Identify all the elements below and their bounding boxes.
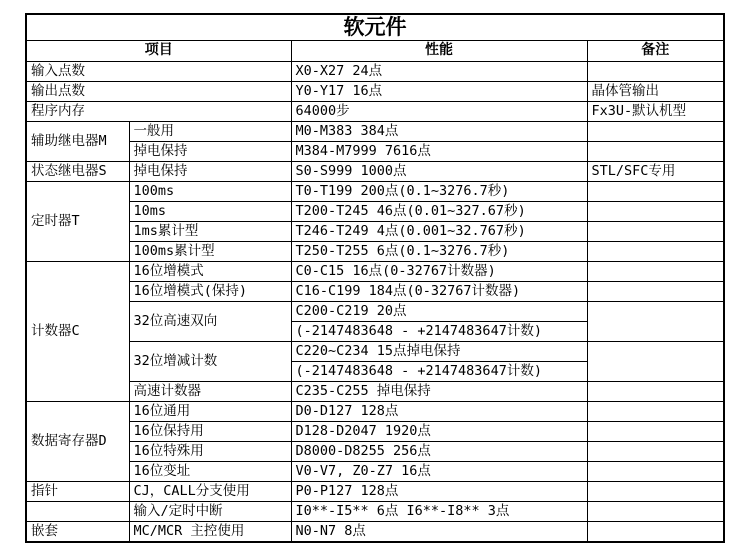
cell-subitem: MC/MCR 主控使用: [129, 522, 291, 543]
cell-remark: [587, 402, 724, 422]
cell-subitem: 一般用: [129, 122, 291, 142]
table-row: [26, 62, 724, 82]
cell-performance: N0-N7 8点: [291, 522, 587, 543]
table-row: [26, 302, 724, 322]
cell-item-group: 指针: [26, 482, 129, 502]
cell-subitem: 掉电保持: [129, 142, 291, 162]
cell-performance: D8000-D8255 256点: [291, 442, 587, 462]
cell-performance: T0-T199 200点(0.1~3276.7秒): [291, 182, 587, 202]
cell-item-group: 数据寄存器D: [26, 402, 129, 482]
table-row: [26, 522, 724, 543]
cell-remark: [587, 482, 724, 502]
cell-remark: [587, 62, 724, 82]
table-row: [26, 142, 724, 162]
cell-subitem: 32位高速双向: [129, 302, 291, 342]
cell-performance: Y0-Y17 16点: [291, 82, 587, 102]
cell-performance: X0-X27 24点: [291, 62, 587, 82]
table-row: [26, 102, 724, 122]
cell-subitem: 16位增模式(保持): [129, 282, 291, 302]
table-row: [26, 382, 724, 402]
cell-remark: [587, 242, 724, 262]
table-row: [26, 202, 724, 222]
table-row: [26, 342, 724, 362]
table-row: [26, 282, 724, 302]
cell-subitem: 16位变址: [129, 462, 291, 482]
table-row: [26, 402, 724, 422]
cell-remark: STL/SFC专用: [587, 162, 724, 182]
cell-subitem: 输入/定时中断: [129, 502, 291, 522]
cell-subitem: CJ，CALL分支使用: [129, 482, 291, 502]
col-header-remark: 备注: [587, 41, 724, 62]
cell-performance: I0**-I5** 6点 I6**-I8** 3点: [291, 502, 587, 522]
cell-performance: T250-T255 6点(0.1~3276.7秒): [291, 242, 587, 262]
cell-performance: S0-S999 1000点: [291, 162, 587, 182]
cell-remark: [587, 442, 724, 462]
table-row: [26, 122, 724, 142]
cell-subitem: 16位特殊用: [129, 442, 291, 462]
cell-subitem: 高速计数器: [129, 382, 291, 402]
cell-remark: [587, 522, 724, 543]
cell-performance: C200-C219 20点: [291, 302, 587, 322]
cell-subitem: 100ms累计型: [129, 242, 291, 262]
cell-remark: [587, 182, 724, 202]
col-header-performance: 性能: [291, 41, 587, 62]
cell-performance: C0-C15 16点(0-32767计数器): [291, 262, 587, 282]
cell-subitem: 16位增模式: [129, 262, 291, 282]
cell-performance: D0-D127 128点: [291, 402, 587, 422]
table-row: [26, 82, 724, 102]
cell-performance: C235-C255 掉电保持: [291, 382, 587, 402]
cell-remark: [587, 222, 724, 242]
header-row: [26, 41, 724, 62]
cell-item-group: 嵌套: [26, 522, 129, 543]
table-row: [26, 502, 724, 522]
cell-remark: [587, 302, 724, 342]
cell-subitem: 10ms: [129, 202, 291, 222]
cell-subitem: 32位增减计数: [129, 342, 291, 382]
col-header-item: 项目: [26, 41, 291, 62]
cell-item-group: [26, 502, 129, 522]
cell-item-group: 状态继电器S: [26, 162, 129, 182]
table-row: [26, 442, 724, 462]
cell-item-group: 计数器C: [26, 262, 129, 402]
cell-performance: (-2147483648 - +2147483647计数): [291, 362, 587, 382]
cell-performance: T200-T245 46点(0.01~327.67秒): [291, 202, 587, 222]
cell-remark: [587, 342, 724, 382]
cell-item-group: 辅助继电器M: [26, 122, 129, 162]
cell-performance: C220~C234 15点掉电保持: [291, 342, 587, 362]
cell-subitem: 100ms: [129, 182, 291, 202]
cell-performance: T246-T249 4点(0.001~32.767秒): [291, 222, 587, 242]
cell-remark: 晶体管输出: [587, 82, 724, 102]
cell-performance: M384-M7999 7616点: [291, 142, 587, 162]
cell-performance: V0-V7, Z0-Z7 16点: [291, 462, 587, 482]
table-row: [26, 242, 724, 262]
cell-remark: [587, 502, 724, 522]
table-row: [26, 422, 724, 442]
cell-item: 输入点数: [26, 62, 291, 82]
cell-performance: (-2147483648 - +2147483647计数): [291, 322, 587, 342]
cell-performance: 64000步: [291, 102, 587, 122]
cell-performance: D128-D2047 1920点: [291, 422, 587, 442]
cell-item-group: 定时器T: [26, 182, 129, 262]
cell-remark: Fx3U-默认机型: [587, 102, 724, 122]
cell-subitem: 16位通用: [129, 402, 291, 422]
cell-remark: [587, 262, 724, 282]
cell-remark: [587, 142, 724, 162]
table-row: [26, 162, 724, 182]
cell-remark: [587, 462, 724, 482]
cell-performance: C16-C199 184点(0-32767计数器): [291, 282, 587, 302]
spec-table: [25, 13, 725, 543]
cell-subitem: 16位保持用: [129, 422, 291, 442]
table-row: [26, 182, 724, 202]
table-row: [26, 482, 724, 502]
title-row: [26, 14, 724, 41]
cell-performance: M0-M383 384点: [291, 122, 587, 142]
table-row: [26, 222, 724, 242]
cell-remark: [587, 282, 724, 302]
cell-subitem: 掉电保持: [129, 162, 291, 182]
cell-remark: [587, 422, 724, 442]
cell-remark: [587, 382, 724, 402]
cell-item: 输出点数: [26, 82, 291, 102]
table-row: [26, 262, 724, 282]
cell-performance: P0-P127 128点: [291, 482, 587, 502]
table-row: [26, 462, 724, 482]
page-title: 软元件: [26, 14, 724, 41]
cell-item: 程序内存: [26, 102, 291, 122]
cell-remark: [587, 122, 724, 142]
cell-subitem: 1ms累计型: [129, 222, 291, 242]
cell-remark: [587, 202, 724, 222]
